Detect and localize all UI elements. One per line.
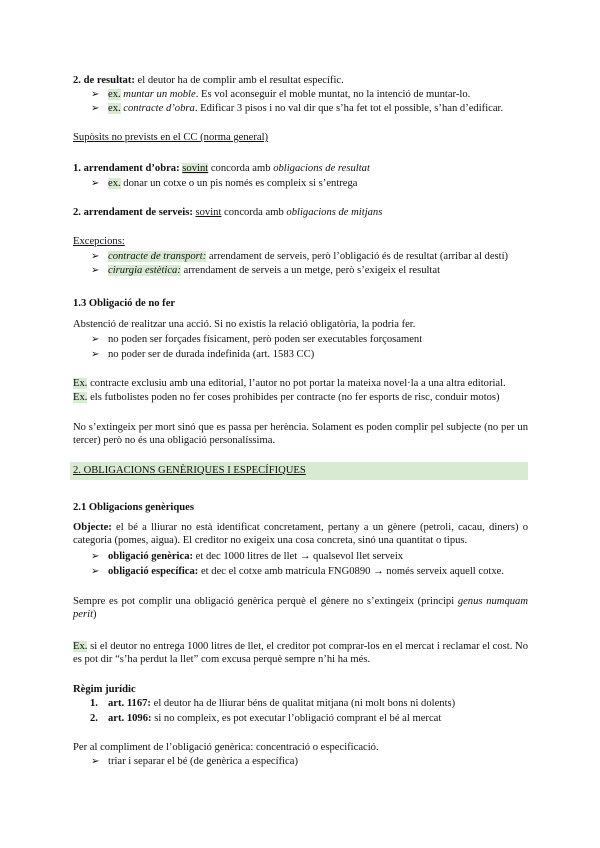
bullet-arrow-icon: ➢	[91, 334, 100, 345]
regim-item-2: art. 1096: si no compleix, es pot executar l’obligació comprant el bé al mercat	[108, 713, 442, 724]
bullet-arrow-icon: ➢	[91, 566, 100, 577]
excepcio-transport: contracte de transport: arrendament de serveis, però l’obligació és de resultat (arribar al destí)	[108, 251, 509, 262]
no-fer-paragraph: No s’extingeix per mort sinó que es passa per herència. Solament es poden complir pel subjecte (no per un tercer) però no és una obligació personalíssima.	[73, 422, 528, 446]
suposits-heading: Supòsits no prevists en el CC (norma general)	[73, 132, 269, 143]
ex-highlight: ex.	[108, 103, 121, 114]
regim-item-1: art. 1167: el deutor ha de lliurar béns de qualitat mitjana (ni molt bons ni dolents)	[108, 698, 456, 709]
bullet-arrow-icon: ➢	[91, 551, 100, 562]
excepcio-cirurgia: cirurgia estètica: arrendament de serveis a un metge, però s’exigeix el resultat	[108, 265, 441, 276]
no-fer-bullet-2: no poder ser de durada indefinida (art. 1583 CC)	[108, 349, 315, 360]
bullet-arrow-icon: ➢	[91, 178, 100, 189]
especifica-bullet: obligació específica: et dec el cotxe amb matrícula FNG0890 → només serveix aquell cotxe.	[108, 566, 504, 577]
list-number: 1.	[90, 698, 98, 709]
no-fer-example-2: Ex. els futbolistes poden no fer coses prohibides per contracte (no fer esports de risc, conduir motos)	[73, 392, 500, 403]
bullet-arrow-icon: ➢	[91, 89, 100, 100]
section-2-1-title: 2.1 Obligacions genèriques	[73, 502, 194, 513]
arrendament-serveis: 2. arrendament de serveis: sovint concorda amb obligacions de mitjans	[73, 207, 383, 218]
bullet-arrow-icon: ➢	[91, 756, 100, 767]
bullet-arrow-icon: ➢	[91, 265, 100, 276]
resultat-paragraph	[73, 74, 344, 87]
bullet-arrow-icon: ➢	[91, 349, 100, 360]
section-1-3-title: 1.3 Obligació de no fer	[73, 298, 176, 309]
compliment-bullet: triar i separar el bé (de genèrica a específica)	[108, 756, 298, 767]
resultat-label: 2. de resultat:	[73, 75, 135, 86]
list-number: 2.	[90, 713, 98, 724]
section-1-3-intro: Abstenció de realitzar una acció. Si no existís la relació obligatòria, la podria fer.	[73, 319, 416, 330]
bullet-arrow-icon: ➢	[91, 103, 100, 114]
no-fer-bullet-1: no poden ser forçades físicament, però poden ser executables forçosament	[108, 334, 423, 345]
arrendament-obra-bullet: ex. donar un cotxe o un pis només es compleix si s’entrega	[108, 178, 358, 189]
no-fer-example-1: Ex. contracte exclusiu amb una editorial, l’autor no pot portar la mateixa novel·la a una altra editorial.	[73, 378, 506, 389]
resultat-text: el deutor ha de complir amb el resultat específic.	[134, 75, 344, 86]
excepcions-heading: Excepcions:	[73, 236, 125, 247]
generica-bullet: obligació genèrica: et dec 1000 litres de llet → qualsevol llet serveix	[108, 551, 404, 562]
regim-title: Règim jurídic	[73, 684, 136, 695]
section-2-heading: 2. OBLIGACIONS GENÈRIQUES I ESPECÍFIQUES	[73, 465, 306, 476]
resultat-bullet-1: ex. muntar un moble. Es vol aconseguir el moble muntat, no la intenció de muntar-lo.	[108, 89, 471, 100]
objecte-paragraph: Objecte: el bé a lliurar no està identificat concretament, pertany a un gènere (petroli, cacau, diners) o categoria (pomes, aigua). El creditor no exigeix una cosa concreta, sinó una quantitat o tipus.	[73, 522, 528, 546]
ex-highlight: ex.	[108, 89, 121, 100]
bullet-arrow-icon: ➢	[91, 251, 100, 262]
resultat-bullet-2: ex. contracte d’obra. Edificar 3 pisos i no val dir que s’ha fet tot el possible, s’han d’edificar.	[108, 103, 504, 114]
compliment-intro: Per al compliment de l’obligació genèrica: concentració o especificació.	[73, 742, 379, 753]
arrendament-obra: 1. arrendament d’obra: sovint concorda amb obligacions de resultat	[73, 163, 370, 174]
genus-paragraph: Sempre es pot complir una obligació genèrica perquè el gènere no s’extingeix (principi genus numquam perit)	[73, 596, 528, 620]
generica-example: Ex. si el deutor no entrega 1000 litres de llet, el creditor pot comprar-los en el mercat i reclamar el cost. No es pot dir “s’ha perdut la llet” com excusa perquè sempre n’hi ha més.	[73, 641, 528, 665]
